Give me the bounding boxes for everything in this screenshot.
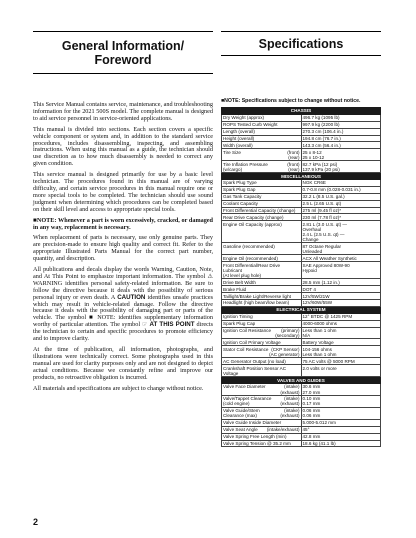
spec-label: Ignition Timing — [223, 314, 253, 320]
spec-label: Valve Guide Inside Diameter — [223, 420, 282, 426]
spec-value: 18.6 kg (41.1 lb) — [301, 440, 381, 447]
spec-label: AC Generator Output (no load) — [223, 358, 286, 364]
spec-row — [222, 426, 381, 433]
spec-value: NGK CR6E — [301, 180, 381, 187]
spec-label: Engine Oil (recommended) — [223, 255, 278, 261]
spec-label: Valve Guide/Stem Clearance (max) — [223, 408, 260, 419]
spec-label-cell — [222, 221, 302, 243]
paragraph: This service manual is designed primarily for use by a basic level technician. The procedures found in this manual are of varying difficulty, and certain service procedures in this manual require one or more special tools to be completed. The technician should use sound judgment when determining which procedures can be completed based on their skill level and access to appropriate special tools. — [33, 171, 213, 213]
paragraph-text: identifies unsafe practices which may result in vehicle-related damage. Follow the directive because it deals with the possibility of damaging part or parts of the vehicle. The symbol ■ NOTE: identifies supplementary information worthy of particular attention. The symbol ☞ — [33, 293, 214, 329]
spec-row — [222, 339, 381, 346]
spec-label: Length (overall) — [223, 129, 255, 135]
spec-label: Valve Spring Tension @ 35.2 mm — [223, 440, 291, 446]
spec-label-cell — [222, 327, 302, 339]
foreword-text — [33, 102, 213, 396]
spec-row — [222, 279, 381, 286]
spec-value: 496.7 kg (1095 lb) — [301, 114, 381, 121]
spec-label-cell — [222, 121, 302, 128]
section-heading: MISCELLANEOUS — [222, 173, 381, 180]
spec-row — [222, 114, 381, 121]
spec-label: Headlight (high beam/low beam) — [223, 300, 290, 306]
spec-label-cell — [222, 300, 302, 307]
page-title-line1: General Information/ — [61, 39, 185, 53]
spec-label-cell — [222, 207, 302, 214]
spec-label: Rear Drive Capacity (change) — [223, 214, 284, 220]
spec-qualifier: (intake) (exhaust) — [280, 384, 300, 395]
spec-row — [222, 243, 381, 255]
spec-value: 12° BTDC @ 1425 RPM — [301, 313, 381, 320]
spec-row — [222, 193, 381, 200]
spec-label-cell — [222, 339, 302, 346]
spec-value: 0.06 mm 0.06 mm — [301, 407, 381, 419]
paragraph: This manual is divided into sections. Each section covers a specific vehicle component or system and, in addition to the standard service procedures, includes disassembling, inspecting, and assembling instructions. When using this manual as a guide, the technician should use discretion as to how much disassembly is needed to correct any given condition. — [33, 125, 213, 168]
spec-row — [222, 419, 381, 426]
spec-label-cell — [222, 255, 302, 262]
spec-label-cell — [222, 114, 302, 121]
spec-row — [222, 214, 381, 221]
spec-value: SAE Approved 80W-90 Hypoid — [301, 262, 381, 279]
spec-row — [222, 135, 381, 142]
spec-value: ACX All Weather Synthetic — [301, 255, 381, 262]
spec-label-cell — [222, 407, 302, 419]
spec-row — [222, 313, 381, 320]
paragraph-text: All publications and decals display the words Warning, Caution, Note, and At This Point to emphasize important information. The symbol ⚠ WARNING identifies personal safety-related information. Be sure to follow the directive because it deals with the possibility of serious personal injury or even death. A — [33, 266, 213, 301]
spec-qualifier: (primary) (secondary) — [275, 327, 300, 338]
paragraph-text: directs the technician to certain and specific procedures to promote efficiency and to improve clarity. — [33, 321, 213, 343]
spec-label: Gasoline (recommended) — [223, 243, 275, 249]
spec-label: Spark Plug Gap — [223, 187, 256, 193]
spec-label-cell — [222, 149, 302, 161]
spec-label: Crankshaft Position Sensor AC Voltage — [223, 365, 287, 376]
spec-label: Valve Seat Angle — [223, 427, 258, 433]
spec-label-cell — [222, 419, 302, 426]
spec-value: 5.000-5.012 mm — [301, 419, 381, 426]
section-heading-row — [222, 377, 381, 384]
spec-row — [222, 262, 381, 279]
spec-label: Ignition Coil Resistance — [223, 327, 272, 333]
spec-label-cell — [222, 286, 302, 293]
right-header — [221, 27, 381, 57]
spec-row — [222, 121, 381, 128]
spec-value: 270.3 cm (106.4 in.) — [301, 128, 381, 135]
spec-label: Height (overall) — [223, 135, 255, 141]
paragraph: This Service Manual contains service, maintenance, and troubleshooting information for the 2021 500S model. The complete manual is designed to aid service personnel in service-oriented applications. — [33, 101, 213, 122]
spec-label: ROPS Tested Curb Weight — [223, 122, 278, 128]
spec-row — [222, 407, 381, 419]
spec-label: Drive Belt Width — [223, 279, 256, 285]
spec-label: Tire Inflation Pressure (w/cargo) — [223, 161, 268, 172]
specifications-column — [221, 98, 381, 447]
spec-value: 997.9 kg (2200 lb) — [301, 121, 381, 128]
spec-label-cell — [222, 279, 302, 286]
note-paragraph: ■NOTE: Whenever a part is worn excessively, cracked, or damaged in any way, replacement is necessary. — [33, 216, 213, 231]
spec-value: 2.5 L (2.65 U.S. qt) — [301, 200, 381, 207]
spec-label-cell — [222, 365, 302, 377]
spec-label: Brake Fluid — [223, 286, 247, 292]
spec-qualifier: (CKP Sensor) (AC generator) — [269, 346, 300, 357]
spec-value: 32.2 L (8.5 U.S. gal.) — [301, 193, 381, 200]
spec-value: 42.8 mm — [301, 433, 381, 440]
spec-label: Ignition Coil Primary Voltage — [223, 339, 281, 345]
page-title-line2: Foreword — [94, 53, 152, 67]
spec-label-cell — [222, 128, 302, 135]
spec-label-cell — [222, 193, 302, 200]
spec-label-cell — [222, 396, 302, 408]
spec-row — [222, 358, 381, 365]
spec-label-cell — [222, 262, 302, 279]
spec-row — [222, 293, 381, 300]
spec-row — [222, 161, 381, 173]
spec-label: Dry Weight (approx) — [223, 115, 265, 121]
spec-label: Engine Oil Capacity (approx) — [223, 221, 282, 227]
spec-value: 75 AC volts @ 5000 RPM — [301, 358, 381, 365]
header-rule-top — [221, 31, 381, 32]
spec-note: ■NOTE: Specifications subject to change without notice. — [221, 98, 361, 104]
spec-label-cell — [222, 293, 302, 300]
spec-label-cell — [222, 346, 302, 358]
spec-row — [222, 149, 381, 161]
spec-label: Gas Tank Capacity — [223, 194, 262, 200]
spec-row — [222, 346, 381, 358]
spec-label-cell — [222, 200, 302, 207]
spec-label-cell — [222, 142, 302, 149]
section-heading: ELECTRICAL SYSTEM — [222, 306, 381, 313]
spec-row — [222, 180, 381, 187]
left-header — [33, 27, 213, 83]
spec-row — [222, 300, 381, 307]
spec-label: Coolant Capacity — [223, 201, 258, 207]
spec-value: 30.6 mm 27.0 mm — [301, 384, 381, 396]
spec-value: 104-156 ohms Less than 1 ohm — [301, 346, 381, 358]
paragraph: At the time of publication, all information, photographs, and illustrations were technically correct. Some photographs used in this manual are used for clarity purposes only and are not designed to depict actual conditions. Because we constantly refine and improve our products, no retroactive obligation is incurred. — [33, 346, 213, 381]
spec-value: DOT 4 — [301, 286, 381, 293]
spec-value: 28.5 mm (1.12 in.) — [301, 279, 381, 286]
spec-row — [222, 440, 381, 447]
section-heading: CHASSIS — [222, 108, 381, 115]
spec-value: 12V/5W/21W — [301, 293, 381, 300]
spec-label-cell — [222, 358, 302, 365]
spec-value: Battery Voltage — [301, 339, 381, 346]
spec-label-cell — [222, 186, 302, 193]
spec-row — [222, 384, 381, 396]
spec-row — [222, 327, 381, 339]
header-rule-bottom — [33, 73, 213, 74]
spec-value: 194.8 cm (76.7 in.) — [301, 135, 381, 142]
spec-label-cell — [222, 243, 302, 255]
spec-row — [222, 128, 381, 135]
spec-label: Spark Plug Cap — [223, 321, 256, 327]
spec-row — [222, 396, 381, 408]
spec-label-cell — [222, 214, 302, 221]
spec-row — [222, 255, 381, 262]
spec-label: Valve Face Diameter — [223, 384, 266, 390]
spec-label: Tire Size — [223, 149, 241, 155]
spec-label-cell — [222, 433, 302, 440]
spec-row — [222, 221, 381, 243]
spec-value: 143.3 cm (56.4 in.) — [301, 142, 381, 149]
spec-qualifier: (intake) (exhaust) — [280, 408, 300, 419]
section-heading: VALVES AND GUIDES — [222, 377, 381, 384]
page-number: 2 — [33, 517, 39, 527]
specifications-title: Specifications — [258, 37, 344, 51]
spec-qualifier: (intake/exhaust) — [266, 427, 300, 433]
spec-value: 230 ml (7.78 fl oz)* — [301, 214, 381, 221]
spec-label: Spark Plug Type — [223, 180, 257, 186]
spec-value: 45° — [301, 426, 381, 433]
spec-row — [222, 186, 381, 193]
section-heading-row — [222, 108, 381, 115]
paragraph: All materials and specifications are subject to change without notice. — [33, 384, 204, 392]
spec-label: Valve/Tappet Clearance (cold engine) — [223, 396, 272, 407]
spec-qualifier: (front) (rear) — [287, 149, 300, 160]
spec-label: Stator Coil Resistance — [223, 346, 269, 352]
spec-value: 2.0 volts or more — [301, 365, 381, 377]
spec-label: Width (overall) — [223, 142, 253, 148]
spec-row — [222, 365, 381, 377]
caution-word: CAUTION — [117, 293, 146, 301]
spec-row — [222, 207, 381, 214]
spec-label-cell — [222, 440, 302, 447]
spec-label-cell — [222, 320, 302, 327]
header-rule-bottom — [221, 55, 381, 56]
spec-value: 4000-6000 ohms — [301, 320, 381, 327]
spec-label: Front Differential/Rear Drive Lubricant (At level plug hole) — [223, 262, 281, 278]
spec-row — [222, 286, 381, 293]
spec-label: Front Differential Capacity (change) — [223, 207, 296, 213]
spec-value: 25 x 8-12 25 x 10-12 — [301, 149, 381, 161]
spec-value: 0.7-0.8 mm (0.028-0.031 in.) — [301, 186, 381, 193]
spec-value: 275 ml (9.45 fl oz)* — [301, 207, 381, 214]
symbols-paragraph — [33, 267, 213, 343]
spec-value: 0.10 mm 0.17 mm — [301, 396, 381, 408]
spec-label: Taillight/Brake Light/Reverse light — [223, 293, 291, 299]
spec-value: 82.7 kPa (12 psi) 137.9 kPa (20 psi) — [301, 161, 381, 173]
spec-qualifier: (front) (rear) — [287, 161, 300, 172]
spec-label-cell — [222, 161, 302, 173]
spec-label-cell — [222, 426, 302, 433]
spec-value: Less than 1 ohm N/A — [301, 327, 381, 339]
spec-row — [222, 200, 381, 207]
spec-row — [222, 320, 381, 327]
header-rule-top — [33, 31, 213, 32]
spec-row — [222, 433, 381, 440]
spec-label-cell — [222, 313, 302, 320]
section-heading-row — [222, 306, 381, 313]
at-this-point-word: AT THIS POINT — [149, 321, 195, 329]
spec-label-cell — [222, 384, 302, 396]
spec-table — [221, 107, 381, 447]
spec-value: 12V/60W/55W — [301, 300, 381, 307]
spec-value: 87 Octane Regular Unleaded — [301, 243, 381, 255]
spec-qualifier: (intake) (exhaust) — [280, 396, 300, 407]
spec-value: 2.81 L (3.0 U.S. qt) — Overhaul 2.4 L (2.5 U.S. qt) — Change — [301, 221, 381, 243]
spec-label: Valve Spring Free Length (min) — [223, 434, 287, 440]
section-heading-row — [222, 173, 381, 180]
paragraph: When replacement of parts is necessary, use only genuine parts. They are precision-made to ensure high quality and correct fit. Refer to the appropriate Illustrated Parts Manual for the correct part number, quantity, and description. — [33, 234, 213, 263]
spec-row — [222, 142, 381, 149]
spec-label-cell — [222, 135, 302, 142]
spec-label-cell — [222, 180, 302, 187]
